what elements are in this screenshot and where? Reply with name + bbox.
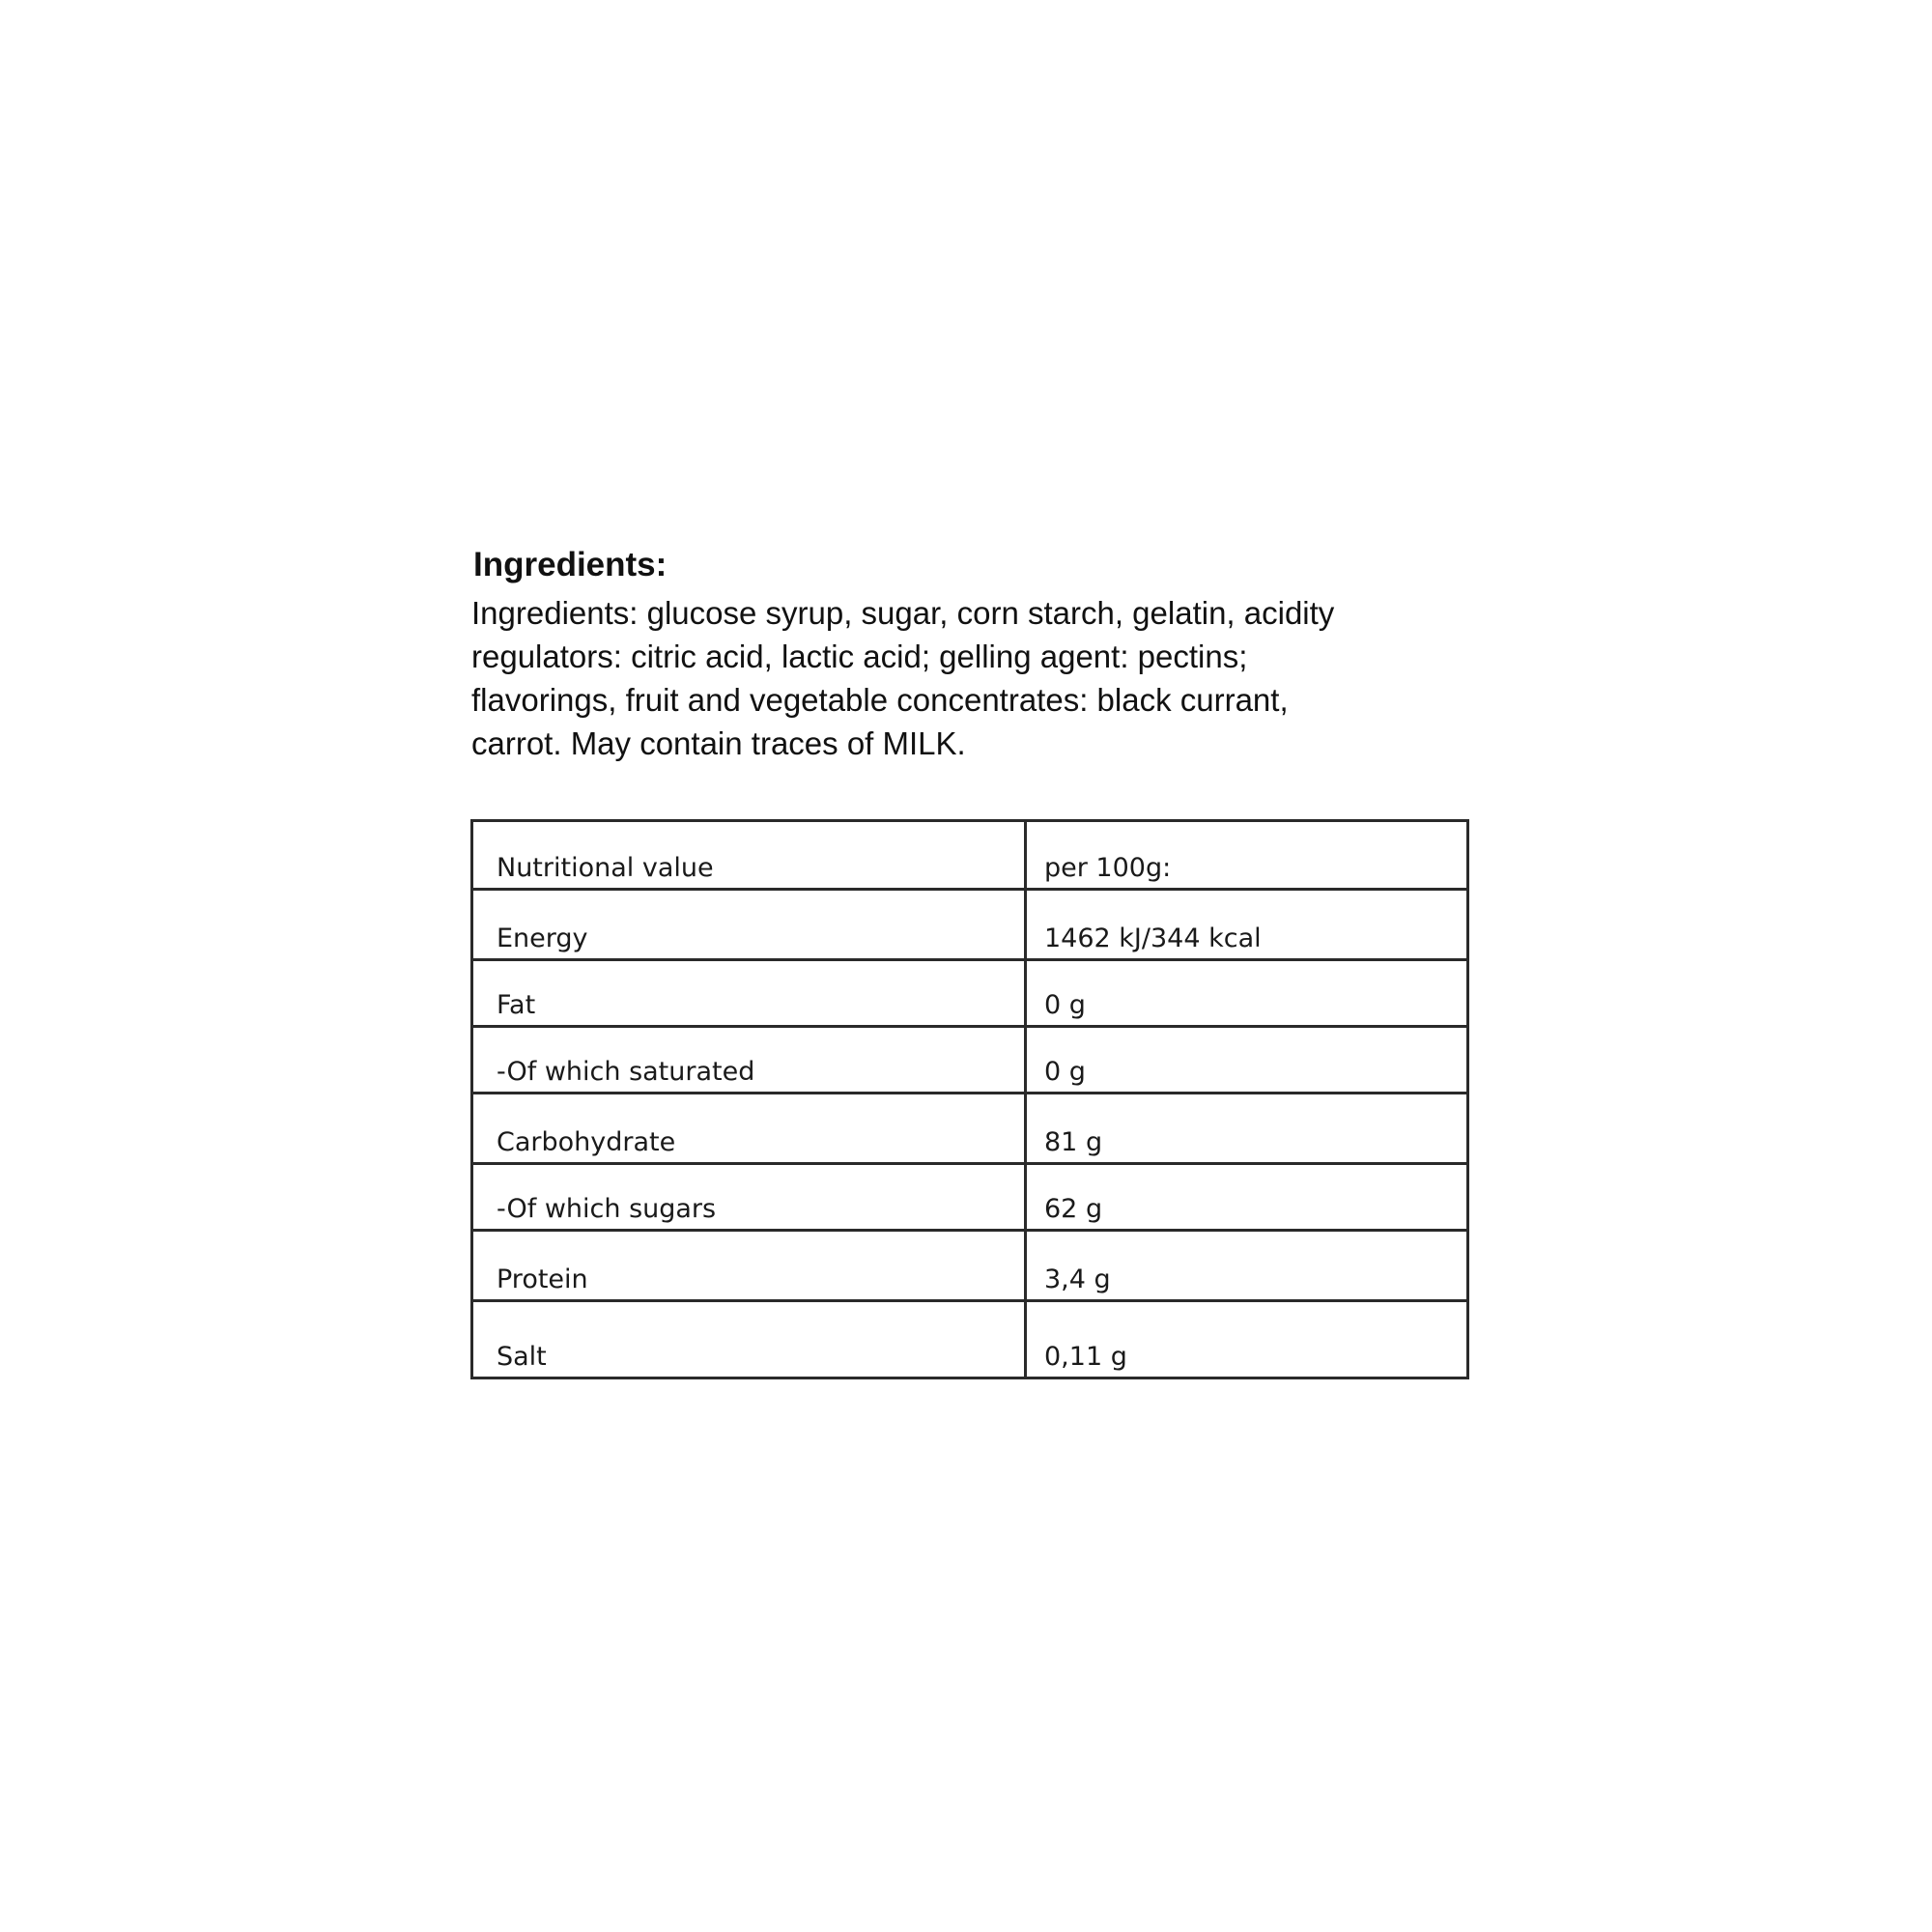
nutrient-label: Fat — [472, 960, 1026, 1027]
nutrient-value: 62 g — [1026, 1164, 1468, 1231]
nutrient-label: Energy — [472, 890, 1026, 960]
ingredients-text: Ingredients: glucose syrup, sugar, corn starch, gelatin, acidity regulators: citric acid, lactic acid; gelling agent: pectins; flavorings, fruit and vegetable concentrates: black currant, carrot. May contain traces of MILK. — [471, 595, 1335, 761]
table-row — [472, 960, 1468, 1027]
nutrition-table — [470, 819, 1469, 1379]
nutrient-label: -Of which saturated — [472, 1027, 1026, 1094]
table-row — [472, 1231, 1468, 1301]
nutrient-value: 1462 kJ/344 kcal — [1026, 890, 1468, 960]
ingredients-heading: Ingredients: — [473, 546, 668, 583]
nutrient-value: 0 g — [1026, 960, 1468, 1027]
nutrient-label: Salt — [472, 1301, 1026, 1378]
nutrient-value: 3,4 g — [1026, 1231, 1468, 1301]
table-row — [472, 1301, 1468, 1378]
table-row — [472, 1094, 1468, 1164]
nutrient-label: Carbohydrate — [472, 1094, 1026, 1164]
header-value-cell: per 100g: — [1026, 821, 1468, 890]
table-header-row — [472, 821, 1468, 890]
nutrient-label: Protein — [472, 1231, 1026, 1301]
ingredients-section — [471, 543, 1418, 765]
table-row — [472, 1027, 1468, 1094]
header-label-cell: Nutritional value — [472, 821, 1026, 890]
nutrient-value: 0,11 g — [1026, 1301, 1468, 1378]
nutrient-value: 81 g — [1026, 1094, 1468, 1164]
nutrient-value: 0 g — [1026, 1027, 1468, 1094]
table-row — [472, 1164, 1468, 1231]
table-row — [472, 890, 1468, 960]
nutrient-label: -Of which sugars — [472, 1164, 1026, 1231]
